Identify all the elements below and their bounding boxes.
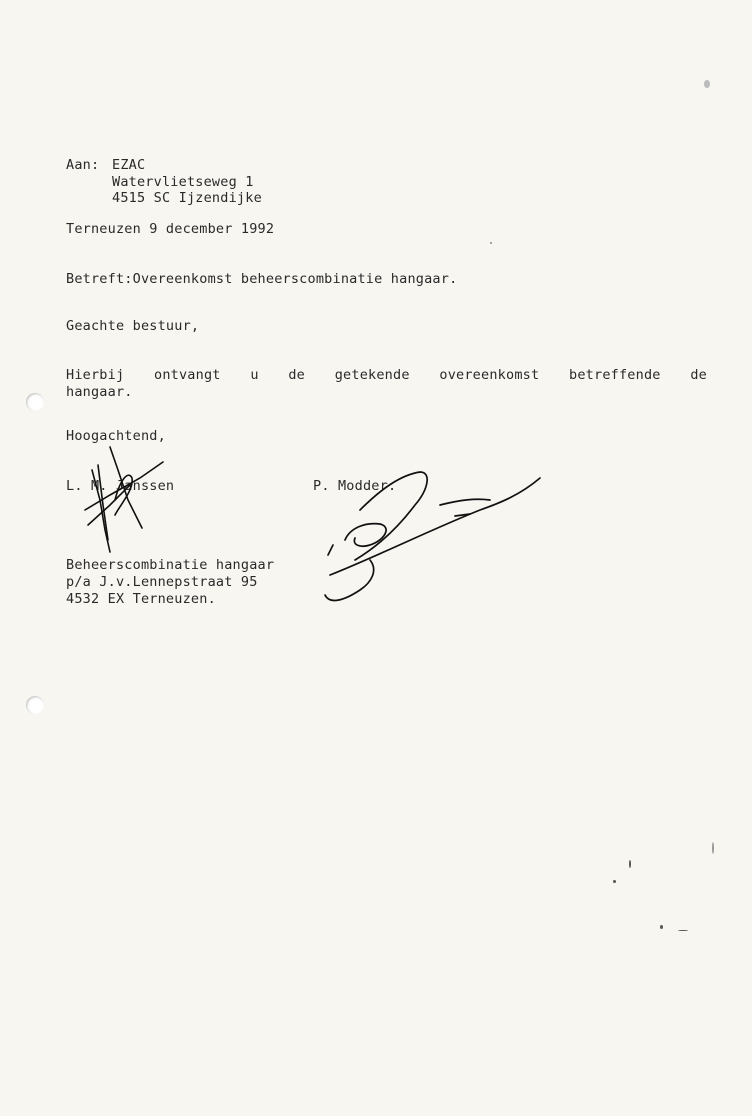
signature-janssen xyxy=(85,447,163,552)
org-name: Beheerscombinatie hangaar xyxy=(66,557,275,573)
paper-speck xyxy=(704,80,710,88)
subject-label: Betreft: xyxy=(66,271,133,287)
to-label: Aan: xyxy=(66,157,100,173)
body-word: de xyxy=(690,367,707,383)
paper-speck xyxy=(712,842,714,854)
signer-1-name: L. M. Janssen xyxy=(66,478,175,494)
punch-hole-bottom xyxy=(26,696,44,714)
recipient-street: Watervlietseweg 1 xyxy=(112,174,254,190)
punch-hole-top xyxy=(26,393,44,411)
recipient-name: EZAC xyxy=(112,157,146,173)
body-line-2: hangaar. xyxy=(66,384,133,400)
org-street: p/a J.v.Lennepstraat 95 xyxy=(66,574,258,590)
salutation: Geachte bestuur, xyxy=(66,318,200,334)
body-line-1 xyxy=(66,367,707,384)
paper-speck xyxy=(660,925,663,929)
signer-2-name: P. Modder. xyxy=(313,478,397,494)
body-word: getekende xyxy=(334,367,410,383)
org-city: 4532 EX Terneuzen. xyxy=(66,591,216,607)
subject-line xyxy=(66,271,457,288)
paper-speck xyxy=(629,860,631,868)
body-word: u xyxy=(250,367,259,383)
closing: Hoogachtend, xyxy=(66,428,166,444)
body-word: ontvangt xyxy=(154,367,221,383)
paper-speck xyxy=(490,242,492,244)
subject-text: Overeenkomst beheerscombinatie hangaar. xyxy=(132,271,458,287)
body-word: de xyxy=(288,367,306,383)
place-date: Terneuzen 9 december 1992 xyxy=(66,221,275,237)
body-word: betreffende xyxy=(569,367,661,383)
body-word: Hierbij xyxy=(66,367,125,383)
recipient-city: 4515 SC Ijzendijke xyxy=(112,190,262,206)
paper-speck xyxy=(613,880,616,883)
paper-speck xyxy=(678,930,688,931)
body-word: overeenkomst xyxy=(439,367,540,383)
